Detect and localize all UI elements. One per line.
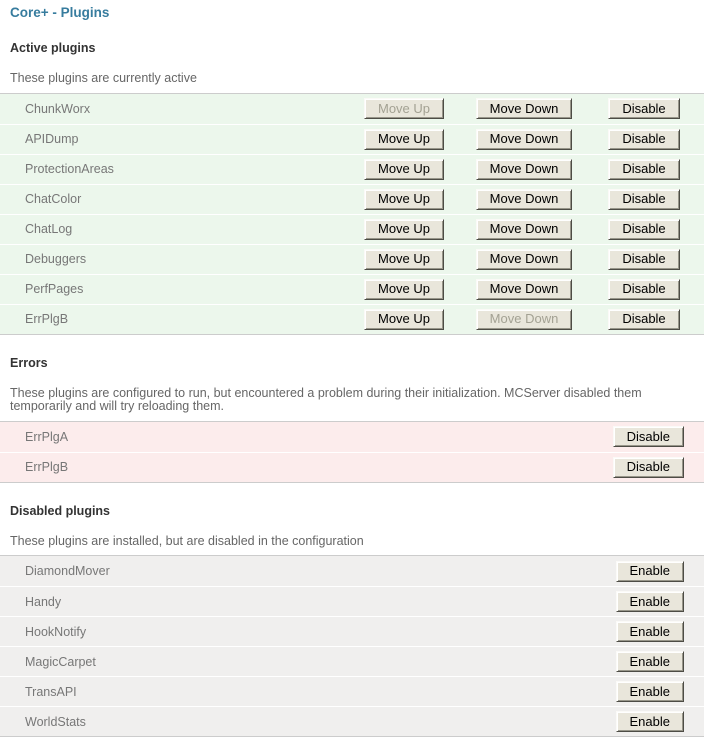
- plugin-name: Handy: [25, 594, 62, 609]
- errors-table: [0, 421, 704, 483]
- disable-button[interactable]: Disable: [608, 98, 679, 119]
- errors-section: [0, 356, 704, 483]
- plugin-name: HookNotify: [25, 624, 87, 639]
- move-down-button[interactable]: Move Down: [476, 219, 573, 240]
- move-up-button[interactable]: Move Up: [364, 309, 444, 330]
- disabled-plugins-section: [0, 504, 704, 738]
- enable-button[interactable]: Enable: [616, 681, 684, 702]
- plugin-name: ChunkWorx: [25, 101, 91, 116]
- plugin-name: ErrPlgA: [25, 429, 69, 444]
- plugin-name: TransAPI: [25, 684, 77, 699]
- move-up-button[interactable]: Move Up: [364, 98, 444, 119]
- page-title: Core+ - Plugins: [10, 5, 110, 20]
- plugin-name: WorldStats: [25, 714, 86, 729]
- move-down-button[interactable]: Move Down: [476, 309, 573, 330]
- disable-button[interactable]: Disable: [608, 249, 679, 270]
- plugin-name: ErrPlgB: [25, 312, 69, 326]
- table-row: [0, 706, 704, 736]
- plugin-name: Debuggers: [25, 252, 87, 266]
- disable-button[interactable]: Disable: [608, 129, 679, 150]
- plugin-name: ChatLog: [25, 222, 73, 236]
- plugin-name: ChatColor: [25, 192, 82, 206]
- active-plugins-description: These plugins are currently active: [10, 71, 197, 85]
- move-up-button[interactable]: Move Up: [364, 189, 444, 210]
- table-row: [0, 244, 704, 274]
- table-row: [0, 154, 704, 184]
- disabled-plugins-table: [0, 555, 704, 737]
- table-row: [0, 184, 704, 214]
- table-row: [0, 422, 704, 452]
- plugin-name: ErrPlgB: [25, 460, 69, 474]
- plugin-name: ProtectionAreas: [25, 162, 114, 176]
- table-row: [0, 304, 704, 334]
- disable-button[interactable]: Disable: [608, 159, 679, 180]
- move-up-button[interactable]: Move Up: [364, 219, 444, 240]
- enable-button[interactable]: Enable: [616, 561, 684, 582]
- move-up-button[interactable]: Move Up: [364, 249, 444, 270]
- table-row: [0, 556, 704, 586]
- plugin-name: APIDump: [25, 132, 79, 146]
- table-row: [0, 124, 704, 154]
- plugin-name: DiamondMover: [25, 564, 110, 578]
- plugin-name: MagicCarpet: [25, 654, 96, 669]
- disabled-plugins-description: These plugins are installed, but are disabled in the configuration: [10, 533, 364, 548]
- disable-button[interactable]: Disable: [608, 279, 679, 300]
- disable-button[interactable]: Disable: [608, 309, 679, 330]
- disable-button[interactable]: Disable: [608, 219, 679, 240]
- enable-button[interactable]: Enable: [616, 591, 684, 612]
- table-row: [0, 676, 704, 706]
- table-row: [0, 616, 704, 646]
- table-row: [0, 274, 704, 304]
- move-up-button[interactable]: Move Up: [364, 279, 444, 300]
- disable-button[interactable]: Disable: [613, 426, 684, 447]
- move-up-button[interactable]: Move Up: [364, 159, 444, 180]
- table-row: [0, 646, 704, 676]
- move-down-button[interactable]: Move Down: [476, 159, 573, 180]
- active-plugins-section: [0, 41, 704, 335]
- move-down-button[interactable]: Move Down: [476, 249, 573, 270]
- move-down-button[interactable]: Move Down: [476, 279, 573, 300]
- active-plugins-table: [0, 93, 704, 335]
- disable-button[interactable]: Disable: [613, 457, 684, 478]
- enable-button[interactable]: Enable: [616, 651, 684, 672]
- move-down-button[interactable]: Move Down: [476, 189, 573, 210]
- enable-button[interactable]: Enable: [616, 711, 684, 732]
- plugin-name: PerfPages: [25, 282, 84, 296]
- table-row: [0, 586, 704, 616]
- errors-description: These plugins are configured to run, but encountered a problem during their initialization. MCServer disabled them temporarily and will try reloading them.: [10, 385, 642, 413]
- active-plugins-heading: Active plugins: [10, 41, 96, 55]
- move-up-button[interactable]: Move Up: [364, 129, 444, 150]
- move-down-button[interactable]: Move Down: [476, 129, 573, 150]
- move-down-button[interactable]: Move Down: [476, 98, 573, 119]
- disabled-plugins-heading: Disabled plugins: [10, 503, 111, 518]
- table-row: [0, 94, 704, 124]
- disable-button[interactable]: Disable: [608, 189, 679, 210]
- errors-heading: Errors: [10, 355, 48, 370]
- enable-button[interactable]: Enable: [616, 621, 684, 642]
- table-row: [0, 452, 704, 482]
- table-row: [0, 214, 704, 244]
